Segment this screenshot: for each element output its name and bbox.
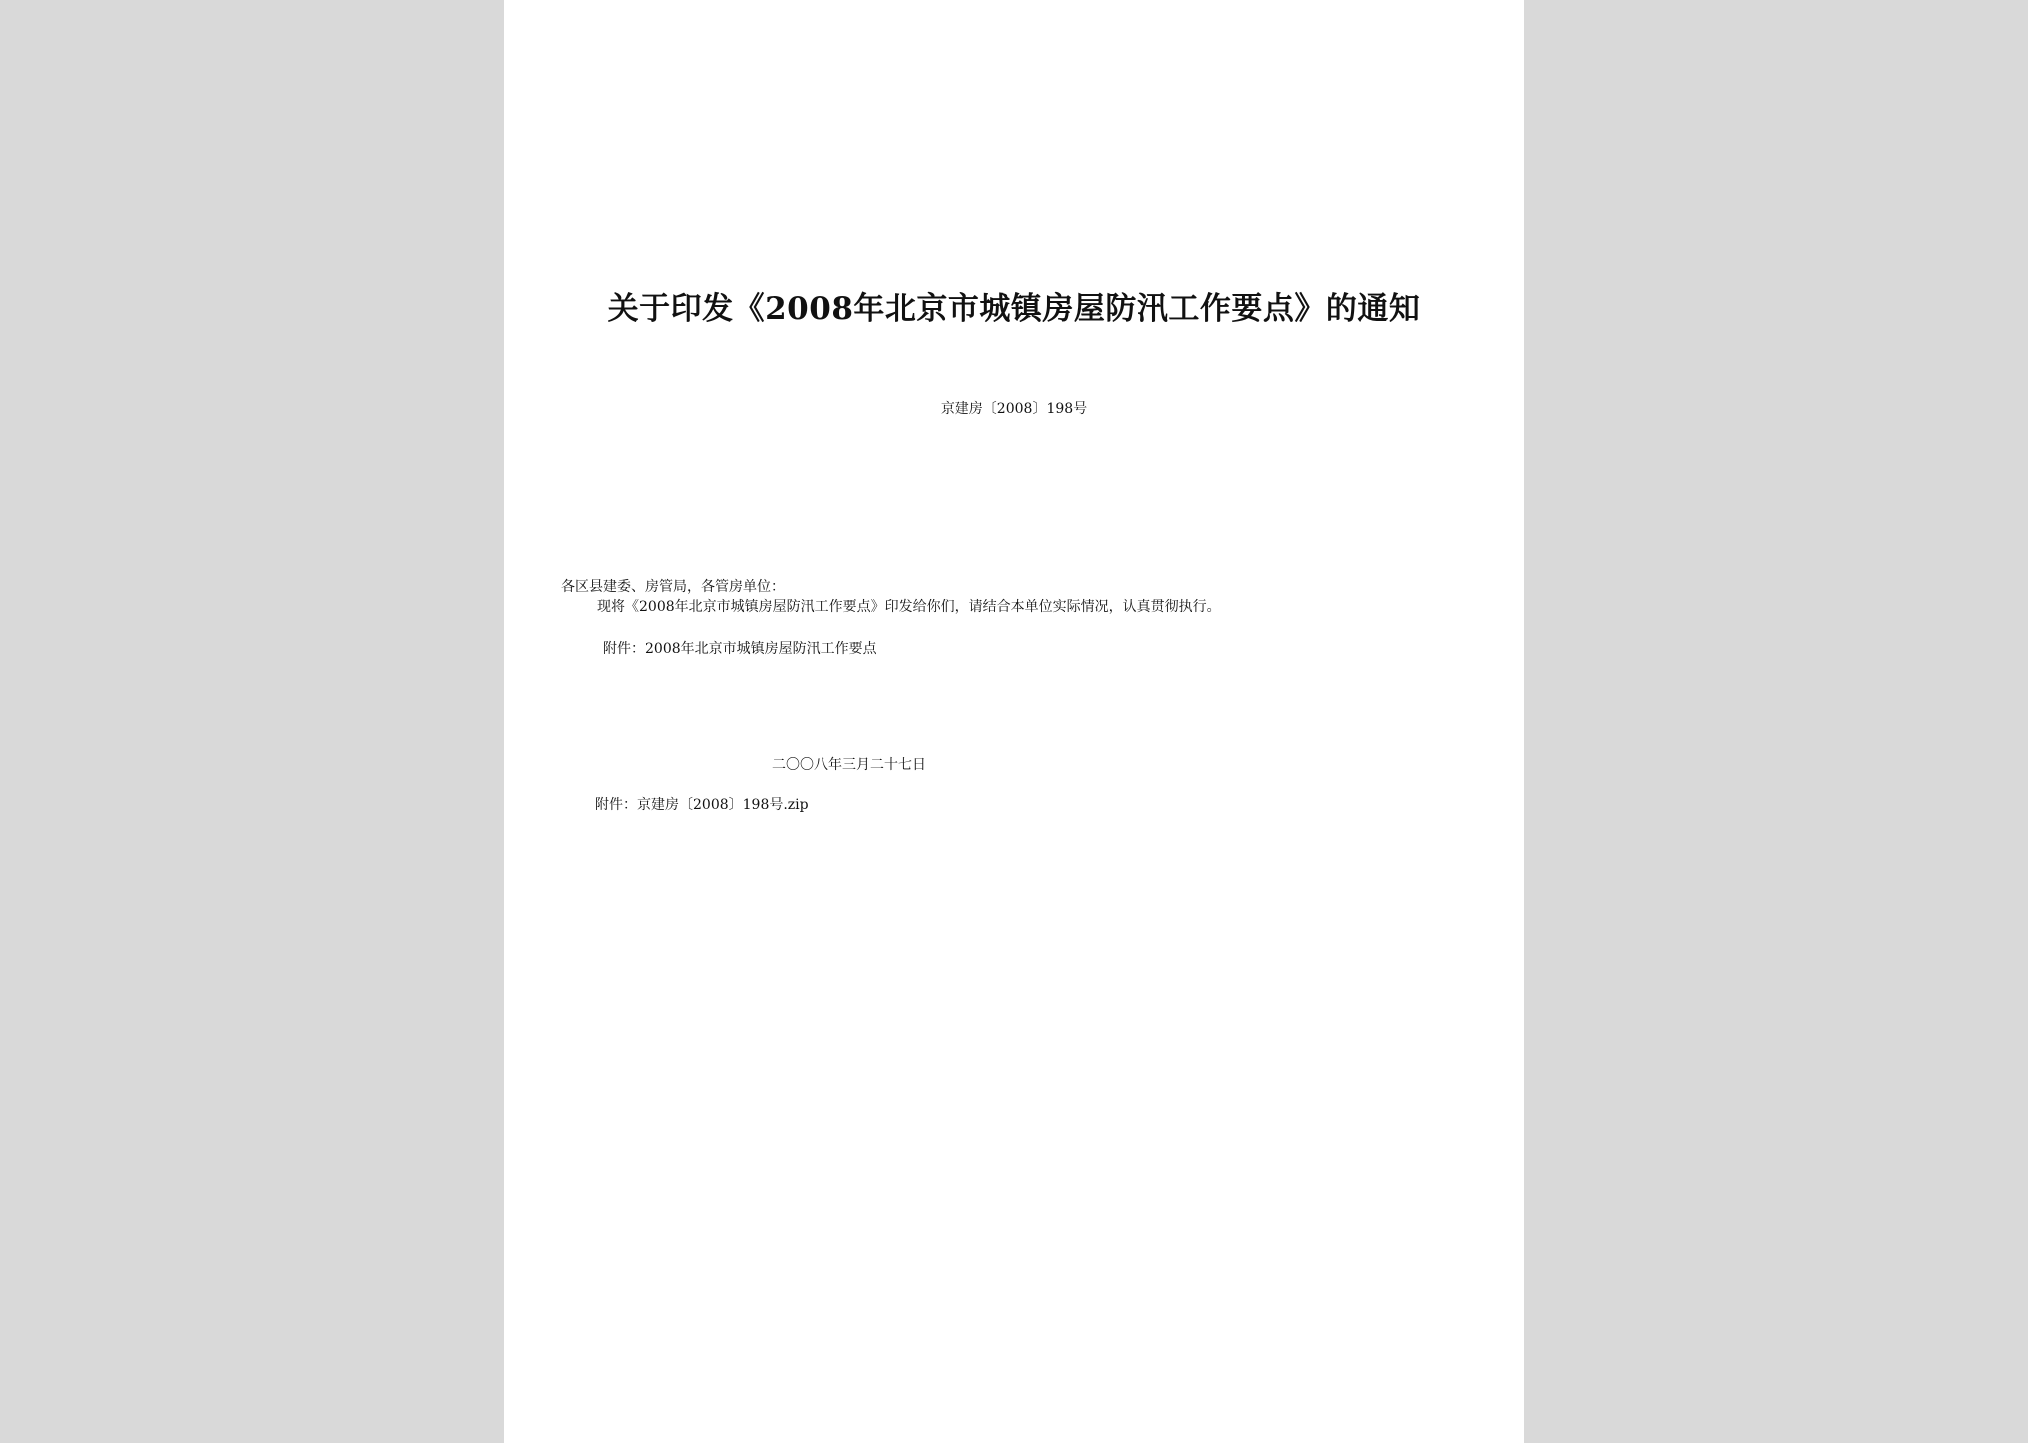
attachment-download-link[interactable]: 附件：京建房〔2008〕198号.zip bbox=[595, 797, 809, 813]
document-number: 京建房〔2008〕198号 bbox=[940, 401, 1088, 417]
issue-date: 二〇〇八年三月二十七日 bbox=[772, 757, 926, 773]
document-page bbox=[504, 0, 1524, 1443]
attachment-note: 附件：2008年北京市城镇房屋防汛工作要点 bbox=[603, 641, 877, 657]
addressee-line: 各区县建委、房管局，各管房单位： bbox=[561, 579, 785, 595]
body-paragraph: 现将《2008年北京市城镇房屋防汛工作要点》印发给你们，请结合本单位实际情况，认真贯彻执行。 bbox=[597, 599, 1221, 615]
document-title: 关于印发《2008年北京市城镇房屋防汛工作要点》的通知 bbox=[607, 291, 1421, 327]
